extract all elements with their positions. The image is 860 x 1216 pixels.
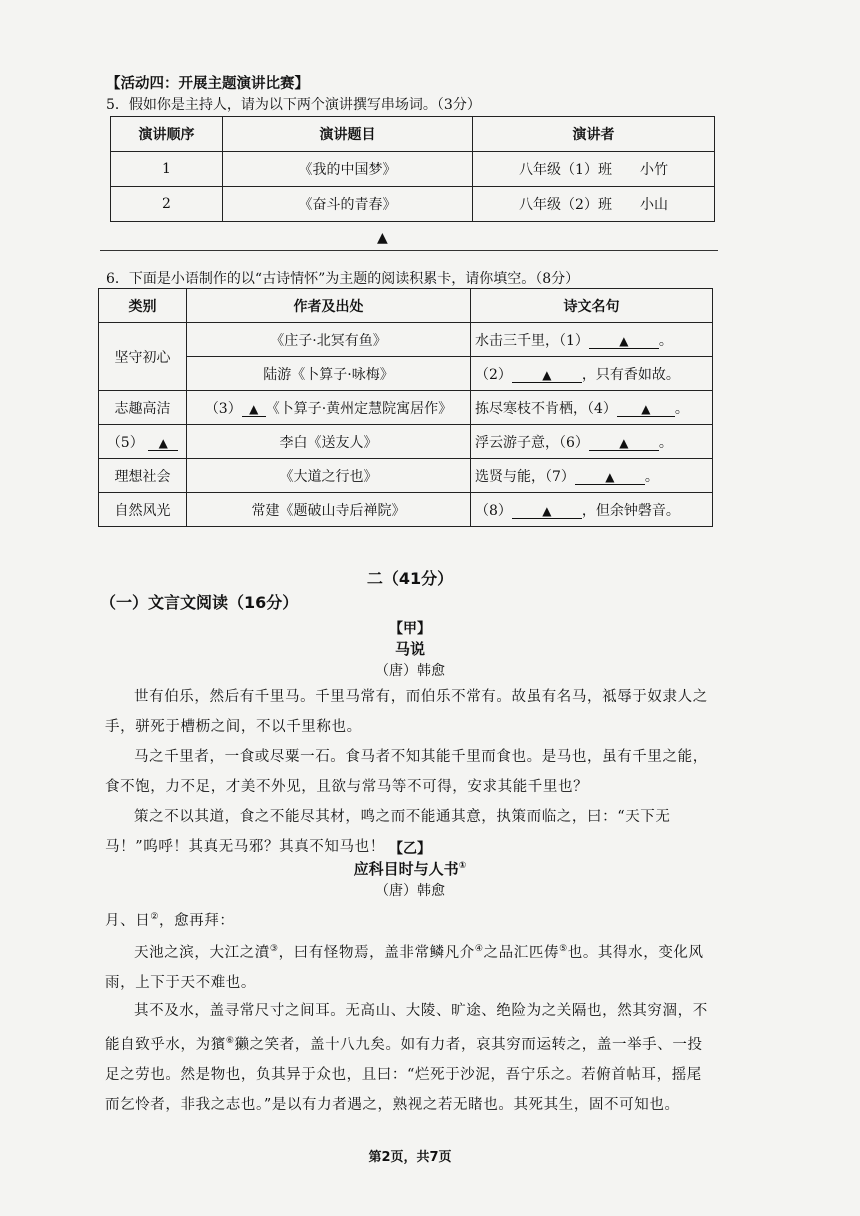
footnote-marker: ⑤ [559,944,568,954]
letter-opening [105,902,715,936]
source-cell: 陆游《卜算子·咏梅》 [187,357,471,391]
fill-blank[interactable]: ▲ [589,436,659,451]
text-run: 天池之滨，大江之濆 [134,944,270,961]
line-text: （2） [475,366,512,383]
line-text: 浮云游子意，（6） [475,434,589,451]
line-text: ，只有香如故。 [581,366,680,383]
passage-label: 【乙】 [389,841,431,857]
source-text: 《卜算子·黄州定慧院寓居作》 [265,400,453,417]
line-cell [471,425,713,459]
line-text: 水击三千里，（1） [475,332,589,349]
table-header: 演讲者 [473,117,715,152]
category-cell: 理想社会 [99,459,187,493]
speech-table [110,116,715,222]
table-row [111,187,715,222]
table-header: 演讲题目 [223,117,473,152]
passage-paragraph [105,996,715,1120]
line-cell [471,323,713,357]
speech-order: 2 [111,187,223,222]
footnote-marker: ④ [474,944,484,954]
fill-blank[interactable]: ▲ [242,402,266,417]
passage-paragraph: 马之千里者，一食或尽粟一石。食马者不知其能千里而食也。是马也，虽有千里之能，食不饱，力不足，才美不外见，且欲与常马等不可得，安求其能千里也？ [105,749,708,795]
line-text: ，但余钟磬音。 [581,502,680,519]
table-row [99,493,713,527]
fill-blank[interactable]: ▲ [617,402,675,417]
line-cell [471,357,713,391]
fill-blank[interactable]: ▲ [575,470,645,485]
table-row [99,323,713,357]
table-header-row [99,289,713,323]
speech-speaker: 八年级（1）班 小竹 [473,152,715,187]
activity-heading: 【活动四：开展主题演讲比赛】 [106,76,309,92]
passage-author: （唐）韩愈 [375,663,445,679]
question-6: 6．下面是小语制作的以“古诗情怀”为主题的阅读积累卡，请你填空。（8分） [106,271,580,287]
category-cell: 自然风光 [99,493,187,527]
table-header: 演讲顺序 [111,117,223,152]
fill-blank[interactable]: ▲ [512,368,582,383]
text-run: 獭之笑者，盖十八九矣。如有力者，哀其穷而运转之，盖一举手、一投足之劳也。然是物也，负其异于众也，且曰：“烂死于沙泥，吾宁乐之。若俯首帖耳，摇尾而乞怜者，非我之志也。”是以有力者遇之，熟视之若无睹也。其死其生，固不可知也。 [105,1036,703,1113]
passage-paragraph: 世有伯乐，然后有千里马。千里马常有，而伯乐不常有。故虽有名马，祗辱于奴隶人之手，骈死于槽枥之间，不以千里称也。 [105,689,708,735]
category-text: （5） [106,434,144,451]
section-subtitle: （一）文言文阅读（16分） [100,593,299,612]
footnote-marker: ① [458,861,467,871]
speech-speaker: 八年级（2）班 小山 [473,187,715,222]
line-text: 。 [674,400,689,417]
line-text: 选贤与能，（7） [475,468,575,485]
table-row [99,391,713,425]
passage-label: 【甲】 [389,621,431,637]
text-run: 之品汇匹俦 [483,944,560,961]
source-cell: 《大道之行也》 [187,459,471,493]
source-cell [187,391,471,425]
passage-paragraph: 策之不以其道，食之不能尽其材，鸣之而不能通其意，执策而临之，曰：“天下无马！”呜呼！其真无马邪？其真不知马也！ [105,809,671,855]
line-cell [471,459,713,493]
table-row [99,459,713,493]
speech-title: 《奋斗的青春》 [223,187,473,222]
passage-title [100,858,720,879]
fill-blank[interactable]: ▲ [148,436,178,451]
source-cell: 李白《送友人》 [187,425,471,459]
text-run: 其不及水，盖寻常尺寸之间耳。无高山、大陵、旷途、绝险为之关隔也，然其穷涸，不能自致乎水，为獱 [105,1003,708,1053]
footnote-marker: ⑥ [225,1036,235,1046]
poetry-card-table [98,288,713,527]
section-title: 二（41分） [366,569,454,588]
speech-title: 《我的中国梦》 [223,152,473,187]
passage-author: （唐）韩愈 [375,883,445,899]
text-run: 也。其得水，变化风雨，上下于天不难也。 [105,944,704,991]
category-cell: 坚守初心 [99,323,187,391]
table-row [111,152,715,187]
page-footer: 第2页，共7页 [368,1150,452,1165]
line-text: （8） [475,502,512,519]
line-text: 。 [644,468,659,485]
passage-title-text: 应科目时与人书 [353,860,459,878]
table-row [99,357,713,391]
fill-blank[interactable]: ▲ [589,334,659,349]
passage-title: 马说 [394,640,425,658]
line-cell [471,493,713,527]
passage-paragraph [105,934,715,998]
opening-text: 月、日 [105,912,151,929]
table-row [99,425,713,459]
text-run: ，曰有怪物焉，盖非常鳞凡介 [278,944,475,961]
line-cell [471,391,713,425]
category-cell [99,425,187,459]
source-cell: 《庄子·北冥有鱼》 [187,323,471,357]
table-header: 类别 [99,289,187,323]
table-header: 作者及出处 [187,289,471,323]
line-text: 拣尽寒枝不肯栖，（4） [475,400,617,417]
answer-triangle-icon: ▲ [377,230,388,246]
footnote-marker: ③ [269,944,279,954]
source-text: （3） [204,400,242,417]
line-text: 。 [658,332,673,349]
footnote-marker: ② [150,912,159,922]
category-cell: 志趣高洁 [99,391,187,425]
opening-text: ，愈再拜： [158,912,235,929]
table-header-row [111,117,715,152]
speech-order: 1 [111,152,223,187]
table-header: 诗文名句 [471,289,713,323]
fill-blank[interactable]: ▲ [512,504,582,519]
line-text: 。 [658,434,673,451]
question-5: 5．假如你是主持人，请为以下两个演讲撰写串场词。（3分） [106,97,481,113]
answer-line [100,250,718,251]
source-cell: 常建《题破山寺后禅院》 [187,493,471,527]
